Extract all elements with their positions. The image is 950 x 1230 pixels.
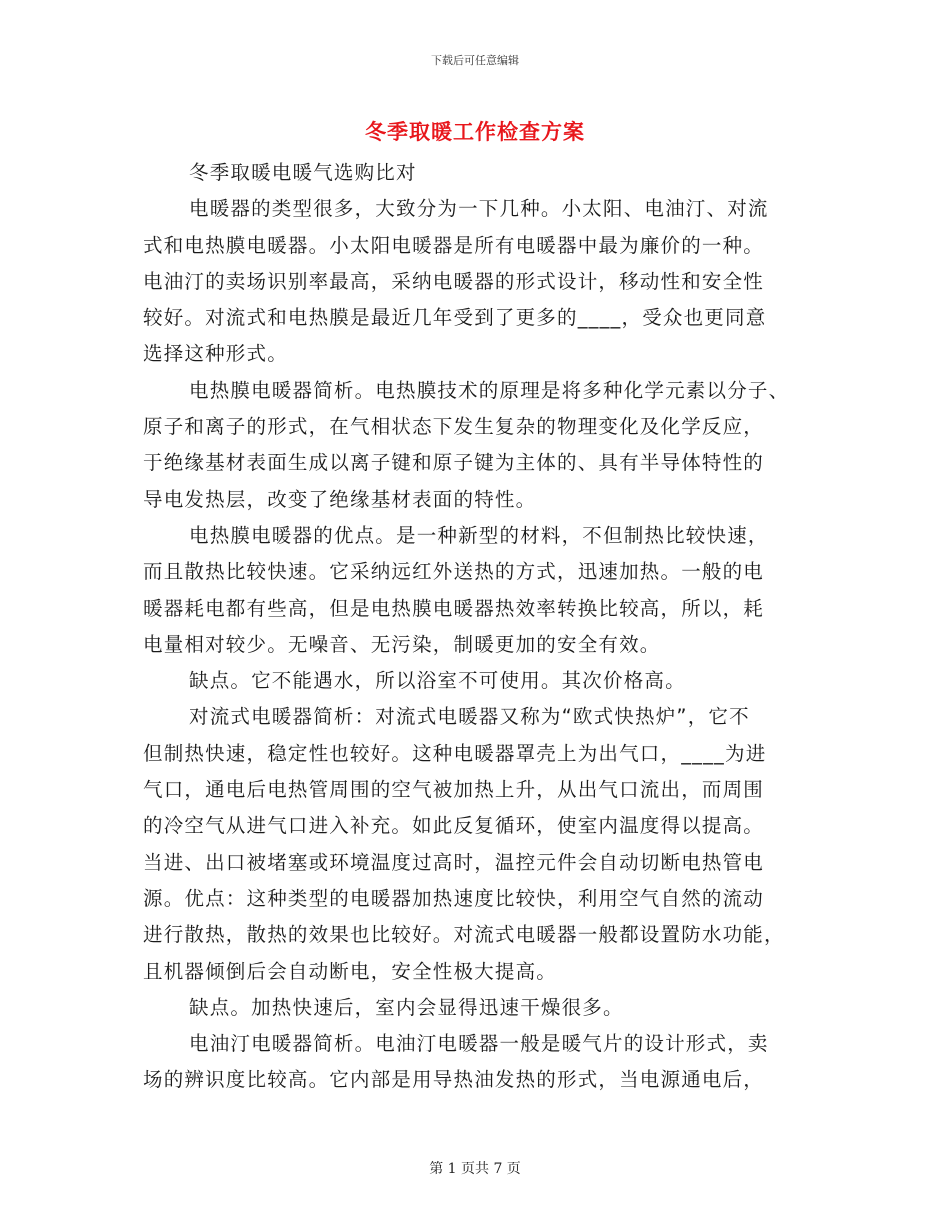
text-line: 较好。对流式和电热膜是最近几年受到了更多的____，受众也更同意	[143, 306, 767, 330]
text-line: 电量相对较少。无噪音、无污染，制暖更加的安全有效。	[143, 632, 661, 656]
text-line: 冬季取暖电暖气选购比对	[189, 161, 417, 184]
text-line: 而且散热比较快速。它采纳远红外送热的方式，迅速加热。一般的电	[143, 560, 765, 584]
text-line: 的冷空气从进气口进入补充。如此反复循环，使室内温度得以提高。	[143, 814, 765, 838]
text-line: 场的辨识度比较高。它内部是用导热油发热的形式，当电源通电后，	[143, 1068, 765, 1092]
text-line: 对流式电暖器简析：对流式电暖器又称为“欧式快热炉”，它不	[189, 705, 750, 729]
text-line: 电热膜电暖器简析。电热膜技术的原理是将多种化学元素以分子、	[189, 378, 790, 402]
text-line: 电热膜电暖器的优点。是一种新型的材料，不但制热比较快速，	[189, 523, 769, 547]
document-body	[143, 155, 803, 1099]
text-line: 电油汀的卖场识别率最高，采纳电暖器的形式设计，移动性和安全性	[143, 269, 765, 293]
page-header: 下载后可任意编辑	[431, 54, 519, 67]
text-line: 进行散热，散热的效果也比较好。对流式电暖器一般都设置防水功能，	[143, 923, 785, 947]
text-line: 电暖器的类型很多，大致分为一下几种。小太阳、电油汀、对流	[189, 197, 769, 221]
text-line: 电油汀电暖器简析。电油汀电暖器一般是暖气片的设计形式，卖	[189, 1032, 769, 1056]
text-line: 式和电热膜电暖器。小太阳电暖器是所有电暖器中最为廉价的一种。	[143, 233, 765, 257]
document-title: 冬季取暖工作检查方案	[365, 120, 585, 144]
page-footer: 第 1 页共 7 页	[429, 1161, 521, 1177]
text-line: 缺点。加热快速后，室内会显得迅速干燥很多。	[189, 995, 624, 1019]
text-line: 且机器倾倒后会自动断电，安全性极大提高。	[143, 959, 558, 983]
text-line: 导电发热层，改变了绝缘基材表面的特性。	[143, 487, 537, 511]
text-line: 但制热快速，稳定性也较好。这种电暖器罩壳上为出气口，____为进	[143, 741, 767, 765]
text-line: 当进、出口被堵塞或环境温度过高时，温控元件会自动切断电热管电	[143, 850, 765, 874]
text-line: 暖器耗电都有些高，但是电热膜电暖器热效率转换比较高，所以，耗	[143, 596, 765, 620]
text-line: 缺点。它不能遇水，所以浴室不可使用。其次价格高。	[189, 669, 686, 693]
text-line: 选择这种形式。	[143, 342, 288, 366]
text-line: 原子和离子的形式，在气相状态下发生复杂的物理变化及化学反应，	[143, 415, 765, 439]
text-line: 于绝缘基材表面生成以离子键和原子键为主体的、具有半导体特性的	[143, 451, 765, 475]
text-line: 气口，通电后电热管周围的空气被加热上升，从出气口流出，而周围	[143, 778, 765, 802]
text-line: 源。优点：这种类型的电暖器加热速度比较快，利用空气自然的流动	[143, 886, 765, 910]
